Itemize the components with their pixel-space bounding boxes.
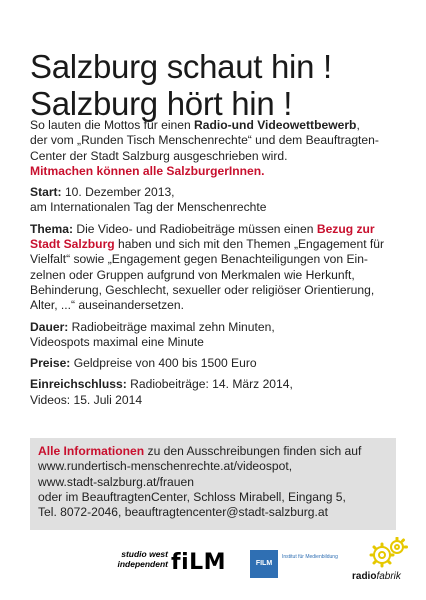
studio-west-text: studio west (121, 549, 168, 559)
radiofabrik-logo (352, 537, 416, 587)
preise-value: Geldpreise von 400 bis 1500 Euro (70, 356, 257, 371)
radiofabrik-radio: radio (352, 571, 377, 582)
intro-text-2: der vom „Runden Tisch Menschenrechte“ und dem Beauftragten- (30, 133, 379, 148)
headline (30, 48, 410, 122)
thema-text-4: zelnen oder Gruppen aufgrund von Merkmalen wie Herkunft, (30, 267, 355, 282)
radiofabrik-fabrik: fabrik (376, 571, 401, 582)
thema-highlight-1: Bezug zur (316, 221, 375, 236)
einreich-detail: Videos: 15. Juli 2014 (30, 392, 143, 407)
info-highlight: Alle Informationen (38, 444, 145, 458)
dauer-detail: Videospots maximal eine Minute (30, 334, 204, 349)
thema-highlight-2: Stadt Salzburg (30, 237, 115, 252)
info-contact: Tel. 8072-2046, beauftragtencenter@stadt-salzburg.at (38, 505, 328, 520)
info-address: oder im BeauftragtenCenter, Schloss Mirabell, Eingang 5, (38, 489, 346, 504)
info-link-1[interactable]: www.rundertisch-menschenrechte.at/videospot, (38, 459, 293, 474)
intro-paragraph (30, 118, 406, 179)
start-detail: am Internationalen Tag der Menschenrechte (30, 200, 267, 215)
preise-label: Preise: (30, 356, 71, 371)
gear-icon (368, 537, 408, 571)
thema-label: Thema: (30, 221, 74, 236)
info-text-1: zu den Ausschreibungen finden sich auf (144, 444, 362, 458)
start-value: 10. Dezember 2013, (61, 185, 175, 200)
preise-section (30, 356, 406, 371)
studio-west-logo (110, 547, 227, 577)
intro-highlight: Mitmachen können alle SalzburgerInnen. (30, 163, 265, 178)
intro-text-3: Center der Stadt Salzburg ausgeschrieben wird. (30, 148, 288, 163)
sponsor-logos (0, 535, 426, 595)
headline-line-1: Salzburg schaut hin ! (30, 48, 332, 86)
intro-comma: , (356, 118, 360, 132)
thema-text-5: Behinderung, Geschlecht, sexueller oder religiöser Orientierung, (30, 282, 375, 297)
main-content (30, 118, 406, 414)
thema-text-6: Alter, ...“ auseinandersetzen. (30, 298, 184, 313)
medienbildung-film-badge: FILM (250, 550, 278, 578)
start-label: Start: (30, 185, 62, 200)
intro-text-1: So lauten die Mottos für einen (30, 118, 195, 132)
dauer-label: Dauer: (30, 319, 69, 334)
radiofabrik-wordmark (352, 571, 401, 582)
thema-text-1: Die Video- und Radiobeiträge müssen einen (73, 221, 317, 236)
einreich-label: Einreichschluss: (30, 377, 127, 392)
studio-film-text: fiLM (171, 550, 227, 575)
thema-text-2: haben und sich mit den Themen „Engagement für (114, 237, 385, 252)
start-section (30, 185, 406, 216)
dauer-section (30, 320, 406, 351)
thema-section (30, 222, 406, 314)
einreich-value: Radiobeiträge: 14. März 2014, (126, 377, 293, 392)
info-link-2[interactable]: www.stadt-salzburg.at/frauen (38, 474, 194, 489)
info-box (30, 438, 396, 530)
intro-bold: Radio-und Videowettbewerb (194, 118, 357, 132)
medienbildung-logo (250, 550, 340, 580)
dauer-value: Radiobeiträge maximal zehn Minuten, (68, 319, 275, 334)
headline-line-2: Salzburg hört hin ! (30, 85, 293, 123)
einreich-section (30, 377, 406, 408)
medienbildung-text: Institut für Medienbildung (282, 554, 338, 560)
thema-text-3: Vielfalt“ sowie „Engagement gegen Benachteiligungen von Ein- (30, 252, 368, 267)
studio-independent-text: independent (117, 559, 168, 569)
